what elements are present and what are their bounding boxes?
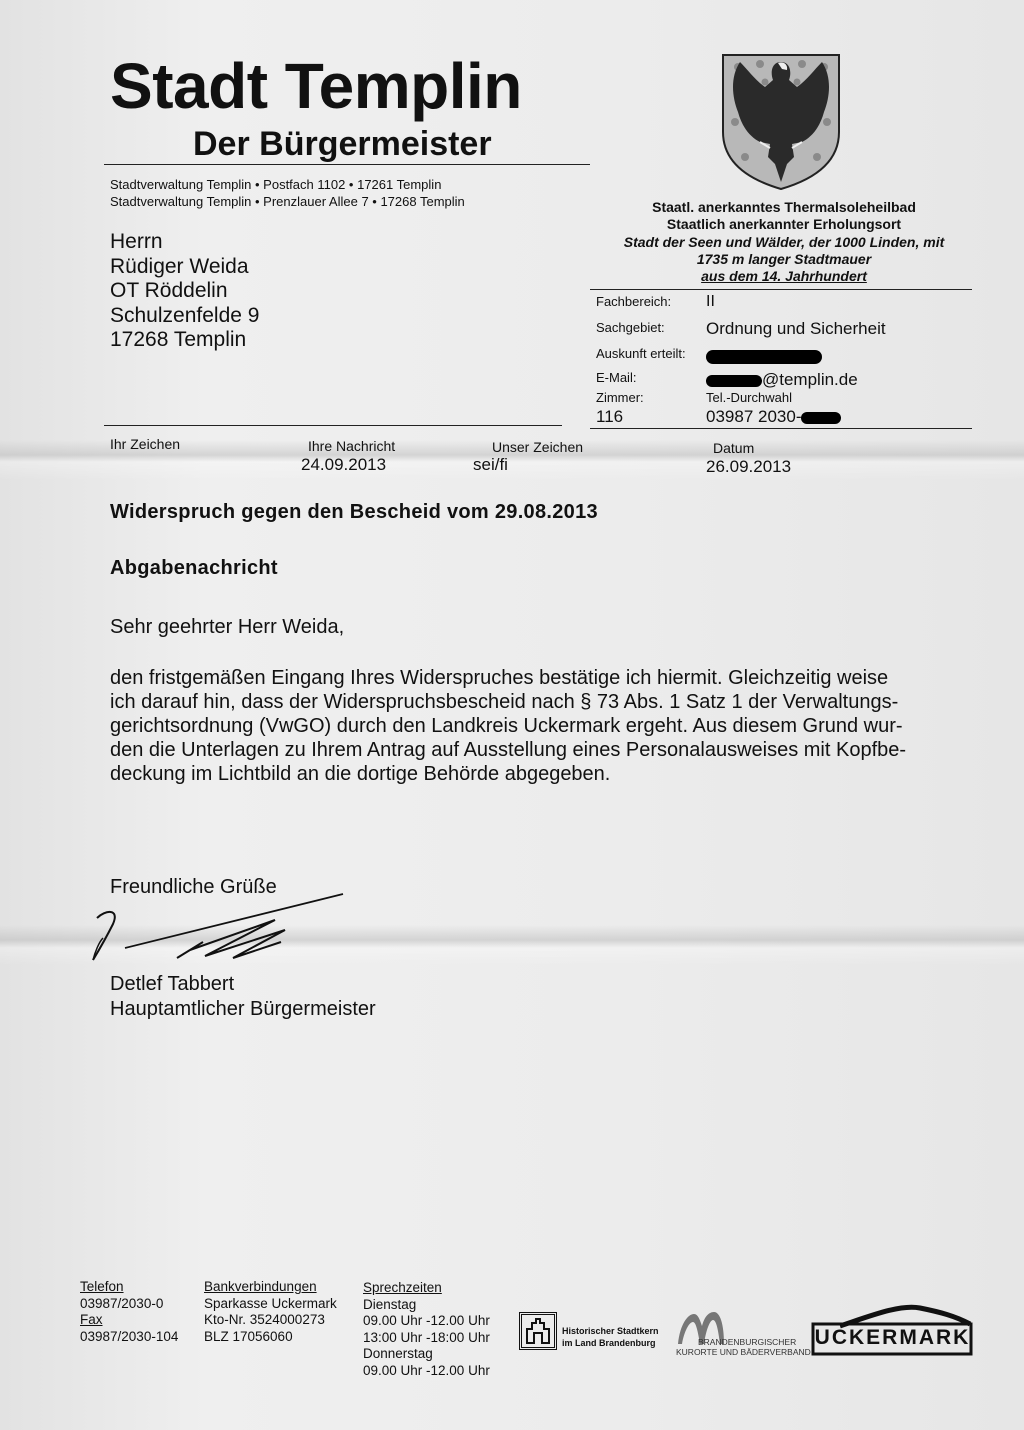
historic-town-logo-text: [562, 1325, 659, 1349]
ihre-nachricht-label: Ihre Nachricht: [308, 438, 396, 454]
telefon-value: 03987/2030-0: [80, 1295, 164, 1311]
slogan-line: Staatl. anerkanntes Thermalsoleheilbad: [652, 199, 916, 215]
closing: Freundliche Grüße: [110, 876, 277, 898]
auskunft-label: Auskunft erteilt:: [596, 346, 686, 361]
recipient-line: OT Röddelin: [110, 279, 228, 302]
signer-title: Hauptamtlicher Bürgermeister: [110, 998, 376, 1020]
sender-line: Stadtverwaltung Templin • Postfach 1102 • 17261 Templin: [110, 177, 442, 192]
zimmer-value: 116: [596, 407, 624, 426]
address-divider: [104, 425, 562, 426]
sender-line: Stadtverwaltung Templin • Prenzlauer Allee 7 • 17268 Templin: [110, 194, 465, 209]
durchwahl-label: Tel.-Durchwahl: [706, 390, 792, 405]
telefon-label: Telefon: [80, 1279, 124, 1294]
sachgebiet-label: Sachgebiet:: [596, 320, 665, 335]
recipient-line: Rüdiger Weida: [110, 254, 249, 278]
letter-heading: Abgabenachricht: [110, 557, 278, 579]
bank-name: Sparkasse Uckermark: [204, 1295, 337, 1311]
fax-value: 03987/2030-104: [80, 1328, 179, 1344]
footer-bank: [204, 1279, 337, 1345]
signature-icon: [85, 890, 355, 970]
letter-subject: Widerspruch gegen den Bescheid vom 29.08.2013: [110, 501, 598, 523]
uckermark-logo: [810, 1302, 975, 1358]
info-bottom-divider: [590, 428, 972, 429]
recipient-line: Schulzenfelde 9: [110, 303, 260, 327]
header-divider: [104, 164, 590, 165]
logo-line: KURORTE UND BÄDERVERBAND: [676, 1347, 811, 1357]
recipient-address: [110, 230, 259, 353]
fachbereich-value: II: [706, 293, 715, 310]
email-label: E-Mail:: [596, 370, 637, 385]
durchwahl-number: 03987 2030-: [706, 407, 802, 426]
letter-body: [110, 666, 970, 786]
hours-line: 09.00 Uhr -12.00 Uhr: [363, 1313, 490, 1328]
recipient-line: Herrn: [110, 230, 163, 253]
ihr-zeichen-label: Ihr Zeichen: [110, 436, 181, 452]
footer-phone: [80, 1279, 178, 1345]
logo-line: im Land Brandenburg: [562, 1338, 656, 1348]
info-top-divider: [590, 289, 972, 290]
durchwahl-value: [706, 407, 841, 427]
ihre-nachricht-value: 24.09.2013: [301, 455, 387, 474]
hours-line: 13:00 Uhr -18:00 Uhr: [363, 1329, 490, 1345]
fachbereich-label: Fachbereich:: [596, 294, 672, 309]
mayor-subtitle: Der Bürgermeister: [193, 125, 492, 163]
hours-line: 09.00 Uhr -12.00 Uhr: [363, 1362, 490, 1378]
slogan-line: Stadt der Seen und Wälder, der 1000 Linden, mit: [623, 233, 945, 250]
slogan-line: Staatlich anerkannter Erholungsort: [666, 216, 902, 233]
zimmer-label: Zimmer:: [596, 390, 644, 405]
auskunft-redacted: [706, 348, 822, 366]
logo-line: Historischer Stadtkern: [562, 1326, 659, 1336]
body-line: ich darauf hin, dass der Widerspruchsbescheid nach § 73 Abs. 1 Satz 1 der Verwaltungs-: [110, 691, 899, 713]
recipient-line: 17268 Templin: [110, 328, 247, 351]
hours-line: Donnerstag: [363, 1346, 433, 1361]
eagle-coat-of-arms-icon: [720, 52, 842, 192]
body-line: den die Unterlagen zu Ihrem Antrag auf Ausstellung eines Personalausweises mit Kopfbe-: [110, 739, 907, 761]
uckermark-logo-text: UCKERMARK: [814, 1326, 971, 1349]
footer-office-hours: [363, 1280, 490, 1379]
datum-value: 26.09.2013: [706, 457, 792, 476]
spa-association-logo-text: [676, 1337, 811, 1357]
body-line: gerichtsordnung (VwGO) durch den Landkreis Uckermark ergeht. Aus diesem Grund wur-: [110, 715, 903, 737]
email-value: [706, 370, 858, 390]
body-line: den fristgemäßen Eingang Ihres Widerspruches bestätige ich hiermit. Gleichzeitig weise: [110, 667, 889, 689]
bank-code: BLZ 17056060: [204, 1328, 293, 1344]
logo-line: BRANDENBURGISCHER: [698, 1337, 797, 1347]
hours-line: Dienstag: [363, 1296, 417, 1312]
sender-address: [110, 176, 465, 210]
signer-block: [110, 972, 376, 1022]
unser-zeichen-value: sei/fi: [473, 455, 508, 474]
city-slogans: [592, 199, 976, 285]
sachgebiet-value: Ordnung und Sicherheit: [706, 319, 886, 338]
body-line: deckung im Lichtbild an die dortige Behörde abgegeben.: [110, 763, 611, 785]
signer-name: Detlef Tabbert: [110, 973, 235, 995]
email-domain: @templin.de: [762, 370, 858, 389]
salutation: Sehr geehrter Herr Weida,: [110, 616, 345, 638]
historic-town-logo-icon: [519, 1312, 557, 1350]
account-number: Kto-Nr. 3524000273: [204, 1312, 325, 1327]
sprechzeiten-label: Sprechzeiten: [363, 1280, 442, 1295]
unser-zeichen-label: Unser Zeichen: [492, 439, 584, 455]
city-title: Stadt Templin: [110, 50, 522, 122]
slogan-line: aus dem 14. Jahrhundert: [701, 268, 867, 285]
datum-label: Datum: [713, 440, 755, 456]
slogan-line: 1735 m langer Stadtmauer: [696, 250, 872, 267]
fax-label: Fax: [80, 1312, 103, 1327]
bank-label: Bankverbindungen: [204, 1279, 317, 1294]
